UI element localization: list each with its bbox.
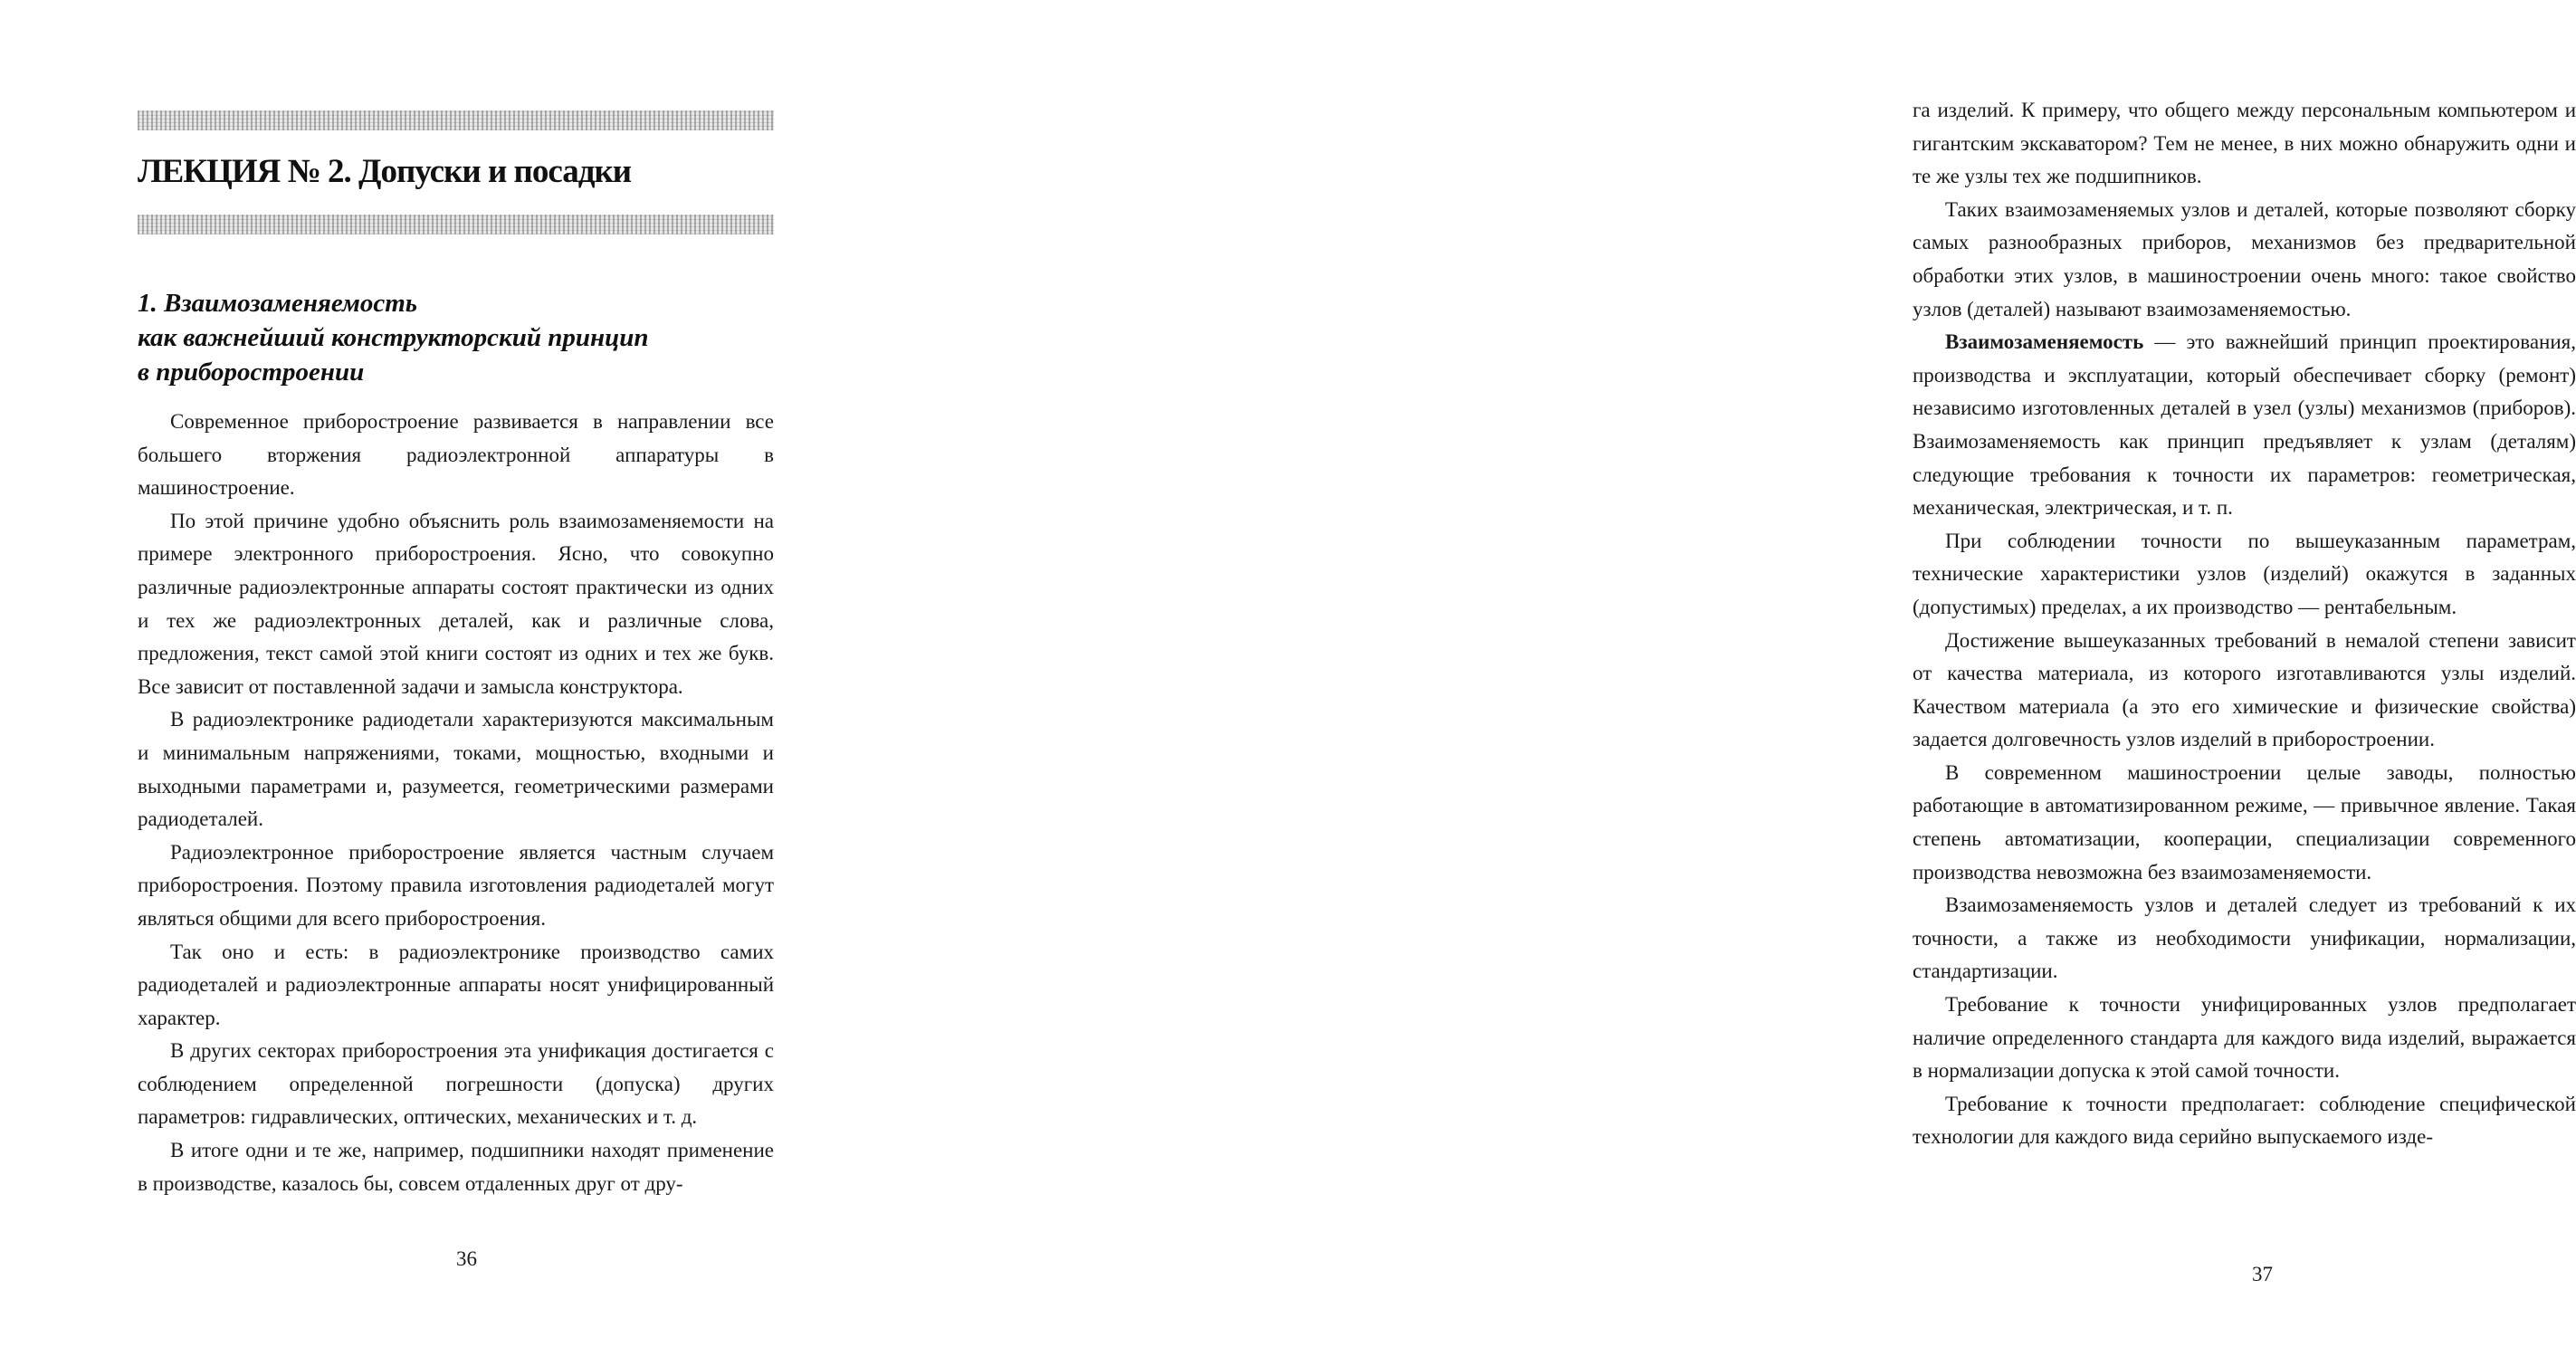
section-heading-line: 1. Взаимозаменяемость [138,289,418,318]
paragraph: Взаимозаменяемость узлов и деталей следует из требований к их точности, а также из необходимости унификации, нормализации, стандартизации. [1913,893,2576,983]
paragraph: Таких взаимозаменяемых узлов и деталей, которые позволяют сборку самых разнообразных приборов, механизмов без предварительной обработки этих узлов, в машиностроении очень много: такое свойство узлов (деталей) называют взаимозаменяемостью. [1913,197,2576,320]
decorative-band-bottom [138,215,774,234]
paragraph: Достижение вышеуказанных требований в немалой степени зависит от качества материала, из которого изготавливаются узлы изделий. Качеством материала (а это его химические и физические свойства) задается долговечность узлов изделий в приборостроении. [1913,628,2576,751]
paragraph: Требование к точности унифицированных узлов предполагает наличие определенного стандарта для каждого вида изделий, выражается в нормализации допуска к этой самой точности. [1913,993,2576,1083]
section-heading-line: как важнейший конструкторский принцип [138,323,649,352]
paragraph: Радиоэлектронное приборостроение является частным случаем приборостроения. Поэтому правила изготовления радиодеталей могут являться общими для всего приборостроения. [138,840,774,930]
section-heading [138,286,648,389]
paragraph: Требование к точности предполагает: соблюдение специфической технологии для каждого вида серийно выпускаемого изде- [1913,1092,2576,1149]
definition-term: Взаимозаменяемость [1945,330,2144,354]
paragraph: Так оно и есть: в радиоэлектронике производство самих радиодеталей и радиоэлектронные аппараты носят унифицированный характер. [138,940,774,1029]
definition-paragraph [1913,326,2576,525]
page-number-right: 37 [2252,1263,2273,1285]
left-page [0,0,905,1366]
page-number-left: 36 [456,1247,477,1270]
definition-text: — это важнейший принцип проектирования, производства и эксплуатации, который обеспечивает сборку (ремонт) независимо изготовленных деталей в узел (узлы) механизмов (приборов). Взаимозаменяемость как принцип предъявляет к узлам (деталям) следующие требования к точности их параметров: геометрическая, механическая, электрическая, и т. п. [1913,330,2576,520]
paragraph: По этой причине удобно объяснить роль взаимозаменяемости на примере электронного приборостроения. Ясно, что совокупно различные радиоэлектронные аппараты состоят практически из одних и тех же радиоэлектронных деталей, как и различные слова, предложения, текст самой этой книги состоят из одних и тех же букв. Все зависит от поставленной задачи и замысла конструктора. [138,509,774,698]
lecture-title: ЛЕКЦИЯ № 2. Допуски и посадки [138,153,632,190]
paragraph: В современном машиностроении целые заводы, полностью работающие в автоматизированном режиме, — привычное явление. Такая степень автоматизации, кооперации, специализации современного производства невозможна без взаимозаменяемости. [1913,760,2576,884]
paragraph: В других секторах приборостроения эта унификация достигается с соблюдением определенной погрешности (допуска) других параметров: гидравлических, оптических, механических и т. д. [138,1039,774,1129]
continued-paragraph: га изделий. К примеру, что общего между персональным компьютером и гигантским экскаватором? Тем не менее, в них можно обнаружить одни и те же узлы тех же подшипников. [1913,99,2576,188]
paragraph: В радиоэлектронике радиодетали характеризуются максимальным и минимальным напряжениями, токами, мощностью, входными и выходными параметрами и, разумеется, геометрическими размерами радиодеталей. [138,708,774,831]
paragraph: В итоге одни и те же, например, подшипники находят применение в производстве, казалось бы, совсем отдаленных друг от дру- [138,1139,774,1195]
section-heading-line: в приборостроении [138,358,365,387]
paragraph: Современное приборостроение развивается в направлении все большего вторжения радиоэлектронной аппаратуры в машиностроение. [138,410,774,500]
decorative-band-top [138,110,774,130]
right-body-text [1913,94,2576,1154]
right-page [905,0,2576,1366]
left-body-text [138,406,774,1200]
paragraph: При соблюдении точности по вышеуказанным параметрам, технические характеристики узлов (изделий) окажутся в заданных (допустимых) пределах, а их производство — рентабельным. [1913,529,2576,618]
